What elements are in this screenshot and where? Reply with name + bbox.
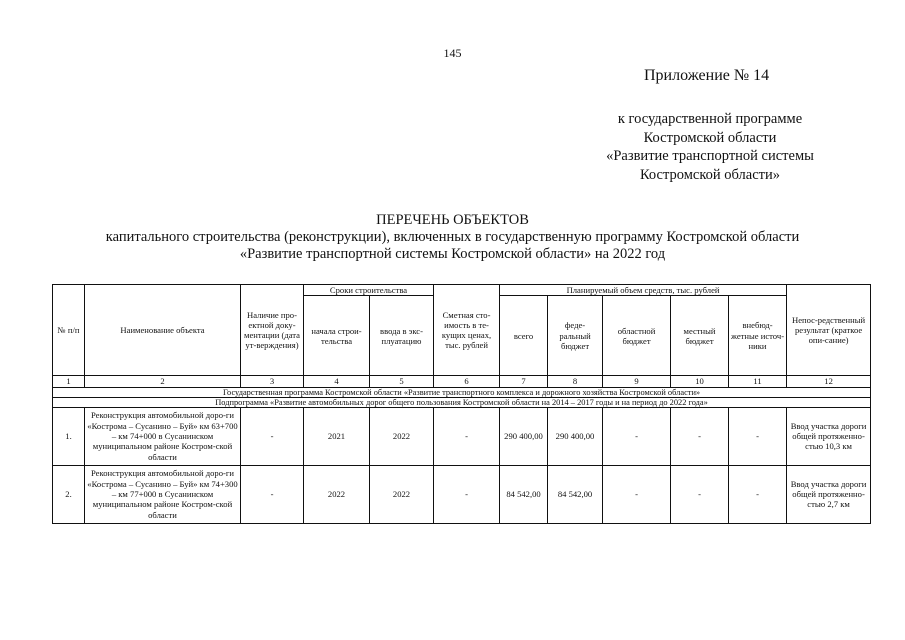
result-cell: Ввод участка дороги общей протяженно-стью 10,3 км <box>787 407 871 465</box>
header-docs: Наличие про-ектной доку-ментации (дата ут-верждения) <box>241 285 304 376</box>
row-number: 1. <box>53 407 85 465</box>
extrabudget-cell: - <box>729 465 787 523</box>
header-result: Непос-редственный результат (краткое опи-сание) <box>787 285 871 376</box>
estimate-cell: - <box>434 465 500 523</box>
column-number: 6 <box>434 376 500 387</box>
column-number: 5 <box>370 376 434 387</box>
subprogram-row: Подпрограмма «Развитие автомобильных дорог общего пользования Костромской области на 2014 – 2017 годы и на период до 2022 года» <box>53 397 871 407</box>
header-total: всего <box>500 296 548 376</box>
regional-cell: - <box>603 465 671 523</box>
appendix-line: Костромской области <box>643 129 777 146</box>
header-start: начала строи-тельства <box>304 296 370 376</box>
appendix-title: Приложение № 14 <box>644 67 770 84</box>
start-year: 2022 <box>304 465 370 523</box>
appendix-line: к государственной программе <box>617 111 803 127</box>
commission-year: 2022 <box>370 407 434 465</box>
document-heading: ПЕРЕЧЕНЬ ОБЪЕКТОВ <box>376 212 529 228</box>
appendix-line: Костромской области» <box>639 166 780 183</box>
header-local: местный бюджет <box>671 296 729 376</box>
row-number: 2. <box>53 465 85 523</box>
header-estimate: Сметная сто-имость в те-кущих ценах, тыс. рублей <box>434 285 500 376</box>
federal-cell: 290 400,00 <box>548 407 603 465</box>
header-commission: ввода в экс-плуатацию <box>370 296 434 376</box>
document-title <box>0 212 905 263</box>
result-cell: Ввод участка дороги общей протяженно-стью 2,7 км <box>787 465 871 523</box>
column-number: 4 <box>304 376 370 387</box>
object-name: Реконструкция автомобильной доро-ги «Кострома – Сусанино – Буй» км 74+300 – км 77+000 в Сусанинском муниципальном районе Костром-ской области <box>85 465 241 523</box>
object-name: Реконструкция автомобильной доро-ги «Кострома – Сусанино – Буй» км 63+700 – км 74+000 в Сусанинском муниципальном районе Костром-ской области <box>85 407 241 465</box>
column-number: 3 <box>241 376 304 387</box>
local-cell: - <box>671 465 729 523</box>
column-number: 7 <box>500 376 548 387</box>
header-construction-terms: Сроки строительства <box>304 285 434 296</box>
extrabudget-cell: - <box>729 407 787 465</box>
header-num: № п/п <box>53 285 85 376</box>
table-row <box>53 407 871 465</box>
commission-year: 2022 <box>370 465 434 523</box>
column-number: 8 <box>548 376 603 387</box>
column-numbers-row <box>53 376 871 387</box>
federal-cell: 84 542,00 <box>548 465 603 523</box>
document-subtitle: капитального строительства (реконструкции), включенных в государственную программу Костромской области <box>105 229 800 245</box>
header-federal: феде-ральный бюджет <box>548 296 603 376</box>
document-subtitle-program: «Развитие транспортной системы Костромской области» на 2022 год <box>239 246 666 262</box>
page-number: 145 <box>443 46 462 60</box>
column-number: 1 <box>53 376 85 387</box>
header-regional: областной бюджет <box>603 296 671 376</box>
estimate-cell: - <box>434 407 500 465</box>
header-name: Наименование объекта <box>85 285 241 376</box>
column-number: 10 <box>671 376 729 387</box>
regional-cell: - <box>603 407 671 465</box>
local-cell: - <box>671 407 729 465</box>
start-year: 2021 <box>304 407 370 465</box>
total-cell: 290 400,00 <box>500 407 548 465</box>
program-row: Государственная программа Костромской области «Развитие транспортного комплекса и дорожного хозяйства Костромской области» <box>53 387 871 397</box>
column-number: 11 <box>729 376 787 387</box>
header-planned-funds: Планируемый объем средств, тыс. рублей <box>500 285 787 296</box>
table-row <box>53 465 871 523</box>
appendix-line: «Развитие транспортной системы <box>606 148 814 164</box>
objects-table <box>52 284 871 524</box>
docs-cell: - <box>241 465 304 523</box>
column-number: 9 <box>603 376 671 387</box>
column-number: 2 <box>85 376 241 387</box>
column-number: 12 <box>787 376 871 387</box>
total-cell: 84 542,00 <box>500 465 548 523</box>
header-extrabudget: внебюд-жетные источ-ники <box>729 296 787 376</box>
appendix-reference <box>590 110 830 184</box>
docs-cell: - <box>241 407 304 465</box>
